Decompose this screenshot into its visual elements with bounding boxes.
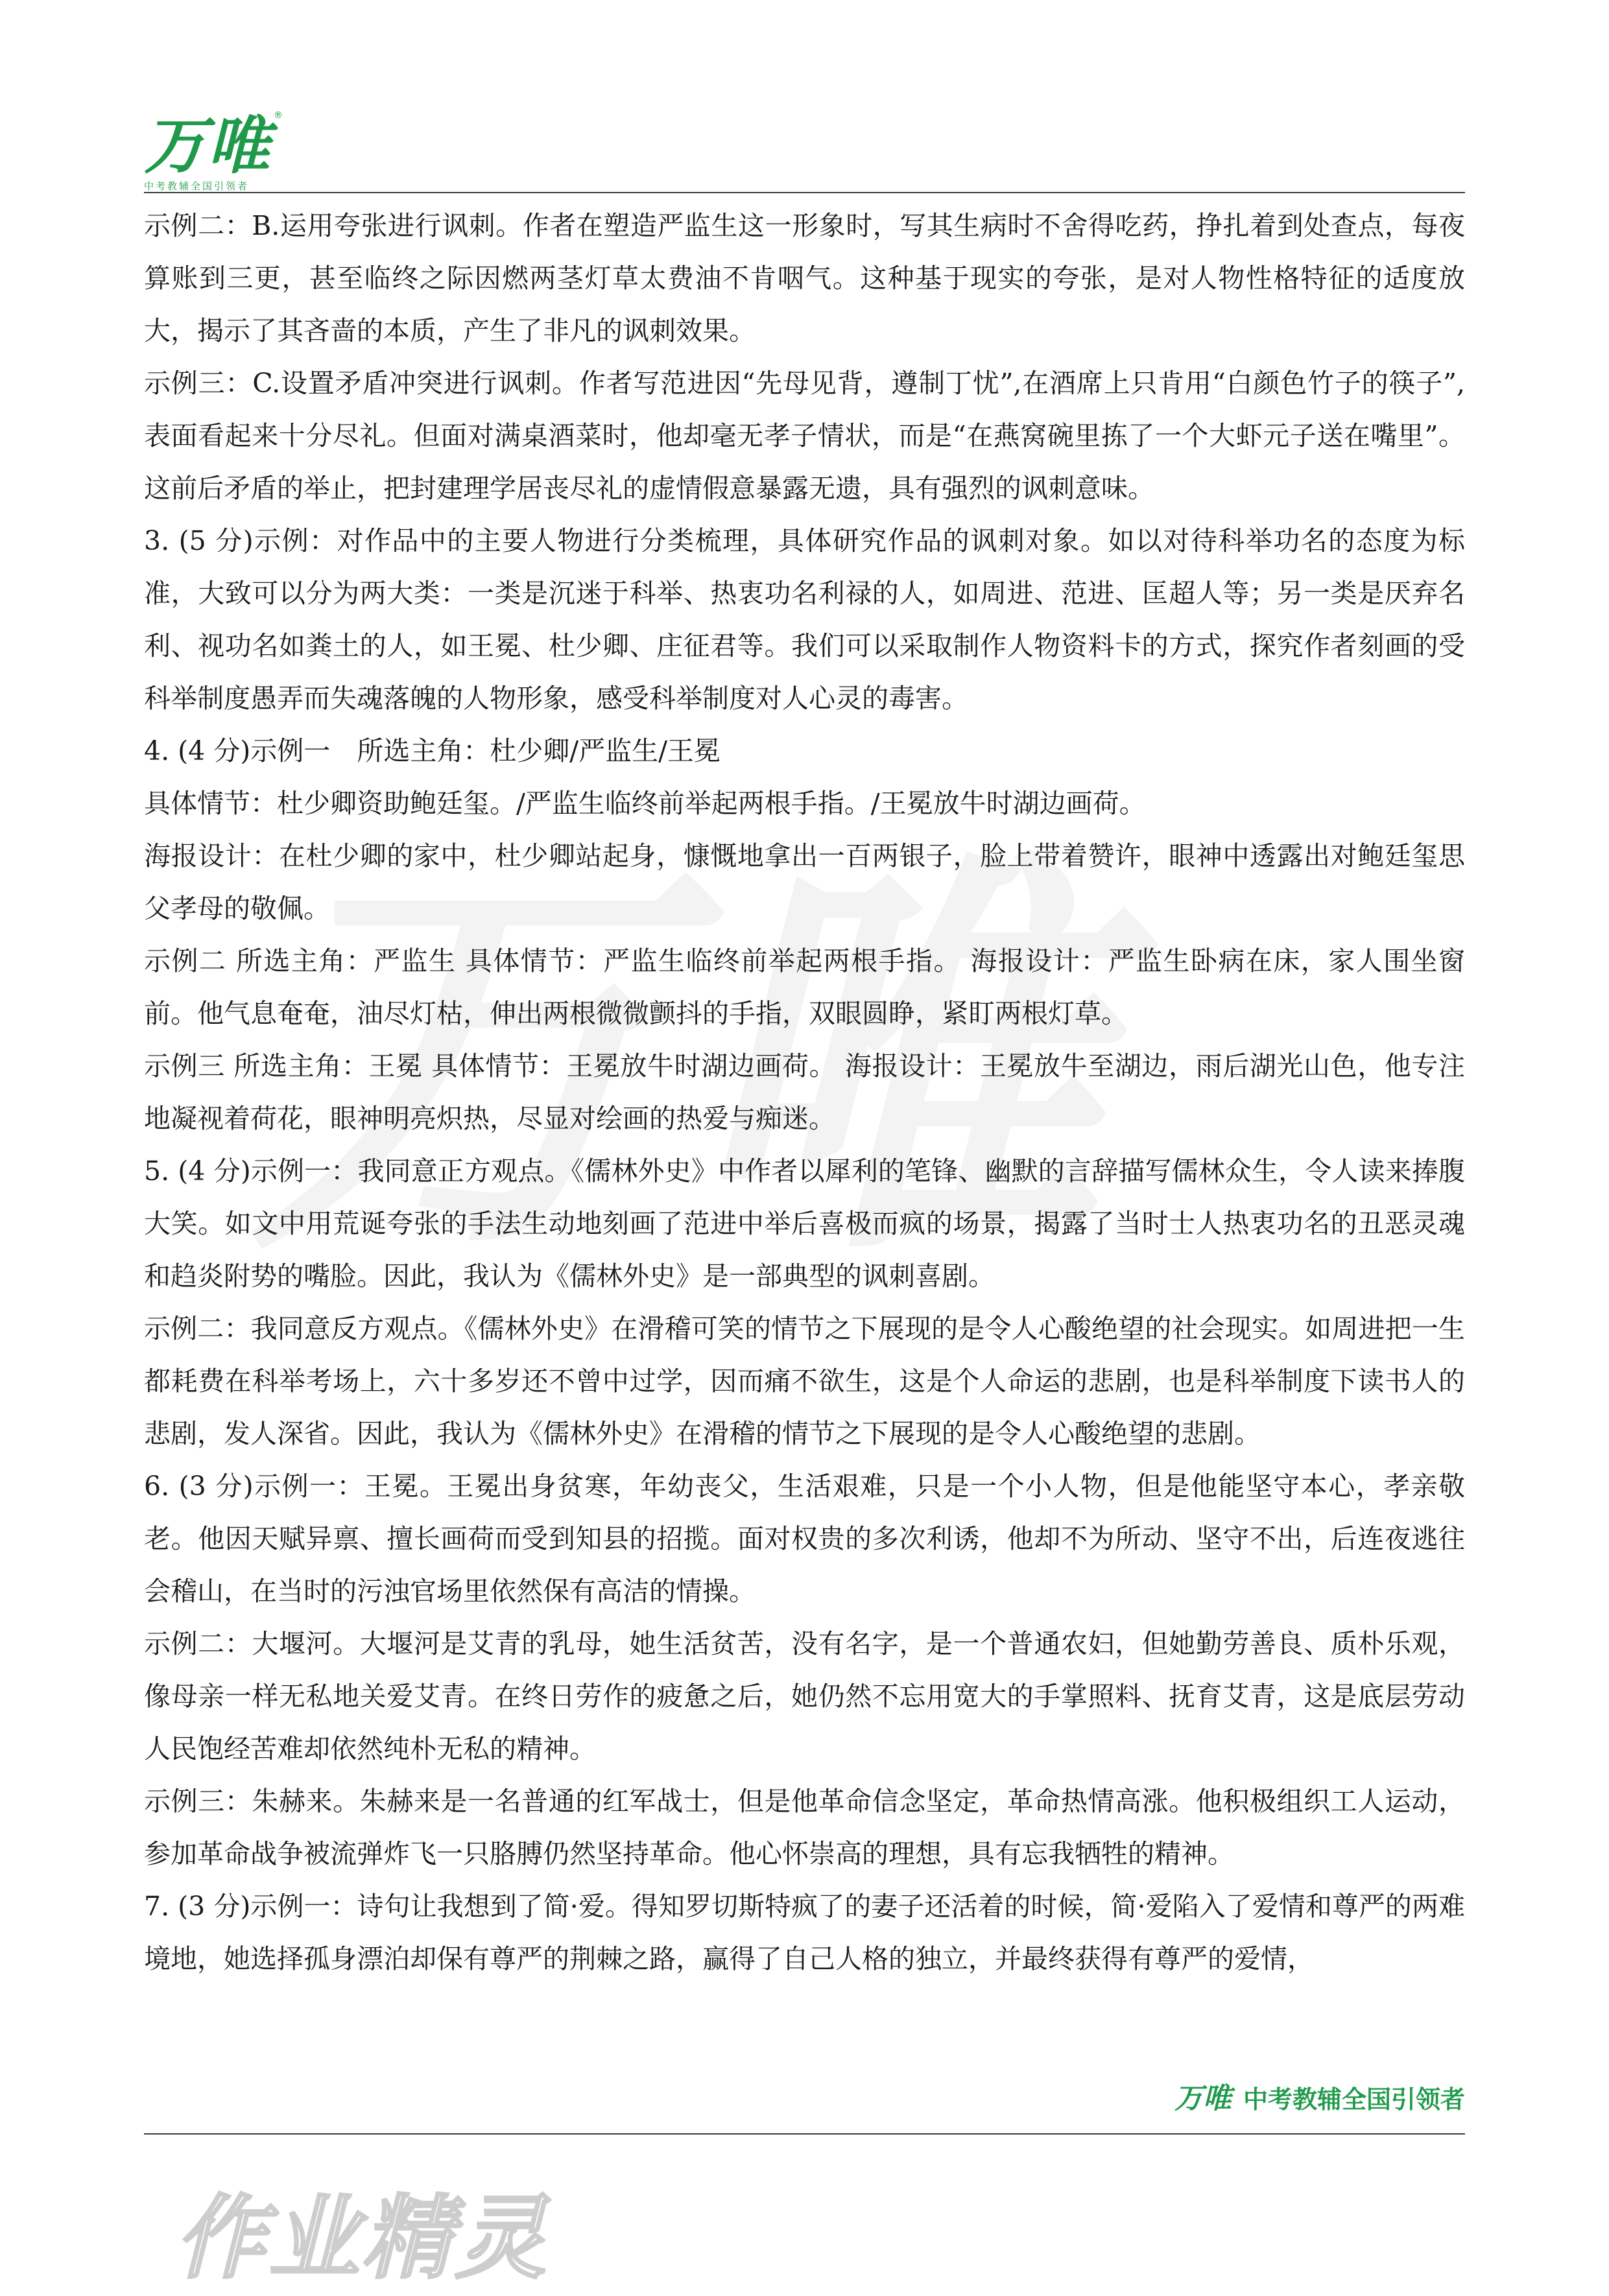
- paragraph: 7. (3 分)示例一：诗句让我想到了简·爱。得知罗切斯特疯了的妻子还活着的时候，简·爱陷入了爱情和尊严的两难境地，她选择孤身漂泊却保有尊严的荆棘之路，赢得了自己人格的独立，并最终获得有尊严的爱情，: [144, 1891, 1465, 1974]
- registered-mark: ®: [274, 110, 283, 121]
- paragraph: 示例三：朱赫来。朱赫来是一名普通的红军战士，但是他革命信念坚定，革命热情高涨。他积极组织工人运动，参加革命战争被流弹炸飞一只胳膊仍然坚持革命。他心怀崇高的理想，具有忘我牺牲的精神。: [144, 1786, 1465, 1869]
- corner-stamp-watermark: 作业精灵: [175, 2186, 549, 2291]
- paragraph: 3. (5 分)示例：对作品中的主要人物进行分类梳理，具体研究作品的讽刺对象。如以对待科举功名的态度为标准，大致可以分为两大类：一类是沉迷于科举、热衷功名利禄的人，如周进、范进、匡超人等；另一类是厌弃名利、视功名如粪土的人，如王冕、杜少卿、庄征君等。我们可以采取制作人物资料卡的方式，探究作者刻画的受科举制度愚弄而失魂落魄的人物形象，感受科举制度对人心灵的毒害。: [144, 525, 1465, 714]
- footer-divider: [144, 2133, 1465, 2135]
- paragraph: 示例二：B.运用夸张进行讽刺。作者在塑造严监生这一形象时，写其生病时不舍得吃药，挣扎着到处查点，每夜算账到三更，甚至临终之际因燃两茎灯草太费油不肯咽气。这种基于现实的夸张，是对人物性格特征的适度放大，揭示了其吝啬的本质，产生了非凡的讽刺效果。: [144, 210, 1465, 346]
- header-divider: [144, 192, 1465, 193]
- paragraph: 示例二：我同意反方观点。《儒林外史》在滑稽可笑的情节之下展现的是令人心酸绝望的社会现实。如周进把一生都耗费在科举考场上，六十多岁还不曾中过学，因而痛不欲生，这是个人命运的悲剧，也是科举制度下读书人的悲剧，发人深省。因此，我认为《儒林外史》在滑稽的情节之下展现的是令人心酸绝望的悲剧。: [144, 1313, 1465, 1449]
- answer-content: [144, 200, 1465, 1985]
- paragraph: 海报设计：在杜少卿的家中，杜少卿站起身，慷慨地拿出一百两银子，脸上带着赞许，眼神中透露出对鲍廷玺思父孝母的敬佩。: [144, 840, 1465, 924]
- brand-logo: [144, 110, 293, 195]
- paragraph: 示例二 所选主角：严监生 具体情节：严监生临终前举起两根手指。 海报设计：严监生卧病在床，家人围坐窗前。他气息奄奄，油尽灯枯，伸出两根微微颤抖的手指，双眼圆睁，紧盯两根灯草。: [144, 945, 1465, 1029]
- footer-slogan: [1174, 2075, 1465, 2116]
- paragraph: 5. (4 分)示例一：我同意正方观点。《儒林外史》中作者以犀利的笔锋、幽默的言辞描写儒林众生，令人读来捧腹大笑。如文中用荒诞夸张的手法生动地刻画了范进中举后喜极而疯的场景，揭露了当时士人热衷功名的丑恶灵魂和趋炎附势的嘴脸。因此，我认为《儒林外史》是一部典型的讽刺喜剧。: [144, 1155, 1465, 1292]
- paragraph: 具体情节：杜少卿资助鲍廷玺。/严监生临终前举起两根手指。/王冕放牛时湖边画荷。: [144, 788, 1146, 819]
- paragraph: 示例三：C.设置矛盾冲突进行讽刺。作者写范进因“先母见背，遵制丁忧”,在酒席上只肯用“白颜色竹子的筷子”,表面看起来十分尽礼。但面对满桌酒菜时，他却毫无孝子情状，而是“在燕窝碗里拣了一个大虾元子送在嘴里”。这前后矛盾的举止，把封建理学居丧尽礼的虚情假意暴露无遗，具有强烈的讽刺意味。: [144, 368, 1465, 504]
- footer-slogan-text: 中考教辅全国引领者: [1243, 2085, 1465, 2114]
- paragraph: 6. (3 分)示例一：王冕。王冕出身贫寒，年幼丧父，生活艰难，只是一个小人物，但是他能坚守本心，孝亲敬老。他因天赋异禀、擅长画荷而受到知县的招揽。面对权贵的多次利诱，他却不为所动、坚守不出，后连夜逃往会稽山，在当时的污浊官场里依然保有高洁的情操。: [144, 1471, 1465, 1607]
- footer-brand: 万唯: [1174, 2082, 1232, 2115]
- logo-subtitle: 中考教辅全国引领者: [144, 180, 250, 192]
- paragraph: 4. (4 分)示例一 所选主角：杜少卿/严监生/王冕: [144, 735, 721, 766]
- logo-text: 万唯: [144, 110, 271, 182]
- paragraph: 示例二：大堰河。大堰河是艾青的乳母，她生活贫苦，没有名字，是一个普通农妇，但她勤劳善良、质朴乐观，像母亲一样无私地关爱艾青。在终日劳作的疲惫之后，她仍然不忘用宽大的手掌照料、抚育艾青，这是底层劳动人民饱经苦难却依然纯朴无私的精神。: [144, 1628, 1465, 1764]
- paragraph: 示例三 所选主角：王冕 具体情节：王冕放牛时湖边画荷。 海报设计：王冕放牛至湖边，雨后湖光山色，他专注地凝视着荷花，眼神明亮炽热，尽显对绘画的热爱与痴迷。: [144, 1050, 1465, 1134]
